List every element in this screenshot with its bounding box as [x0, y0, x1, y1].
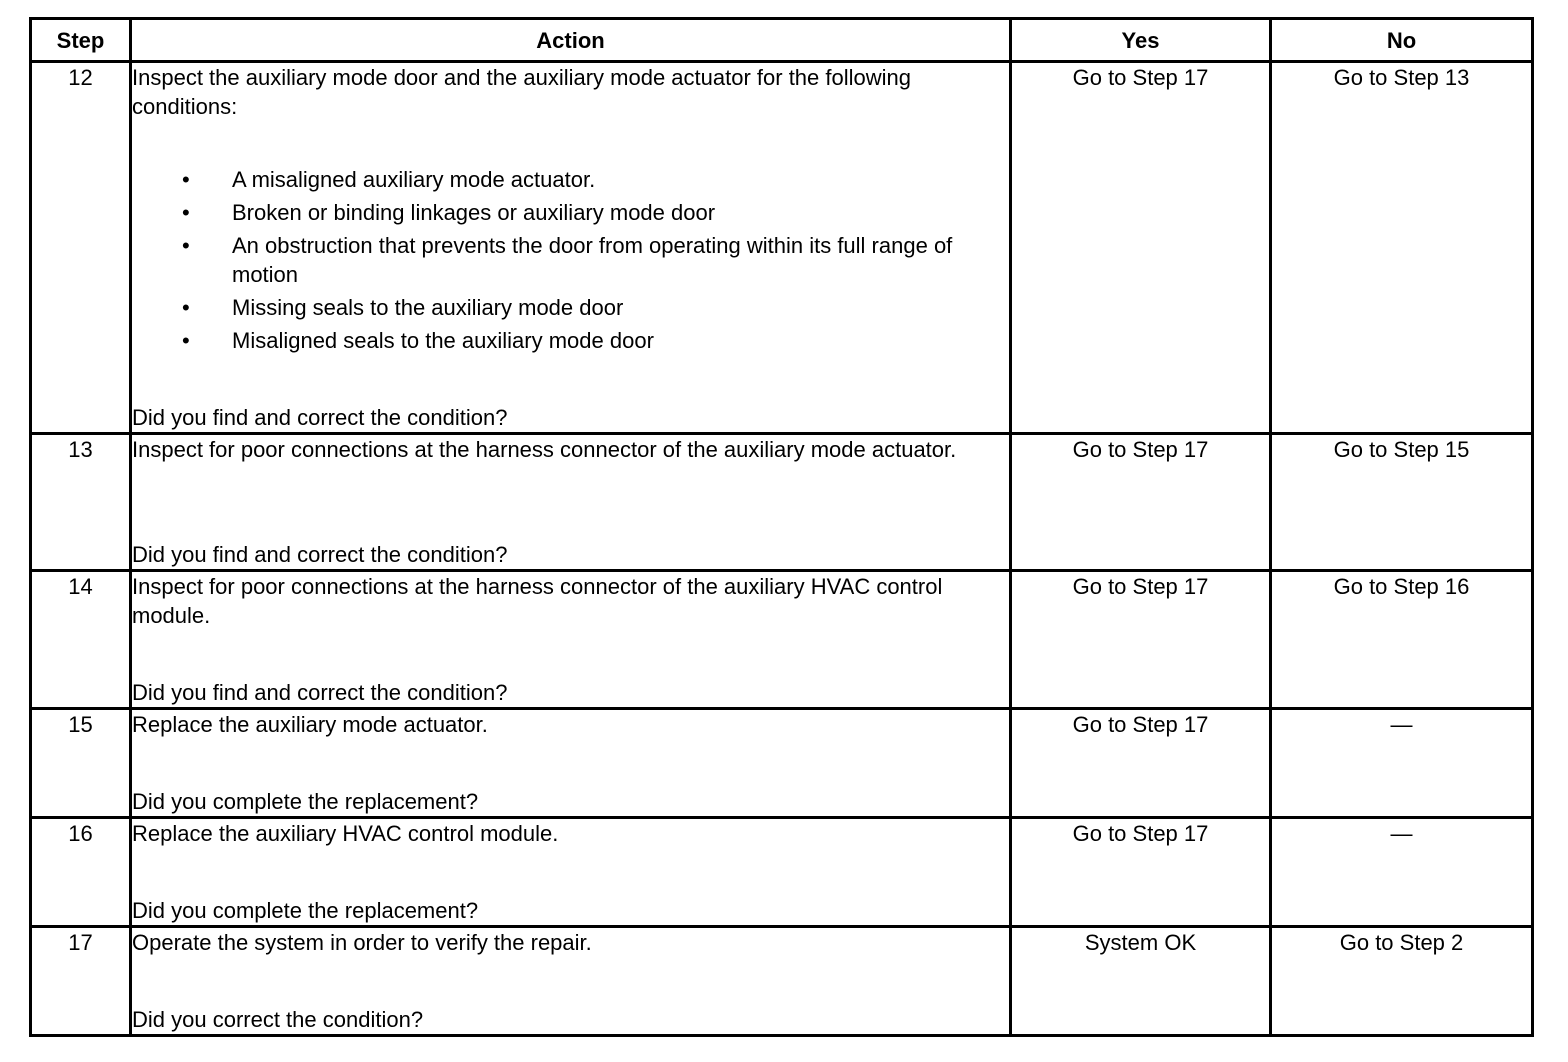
table-row	[31, 927, 1533, 1036]
condition-list	[132, 165, 1009, 355]
no-result: Go to Step 13	[1271, 62, 1533, 434]
condition-text: A misaligned auxiliary mode actuator.	[232, 167, 596, 192]
no-result: Go to Step 2	[1271, 927, 1533, 1036]
condition-text: Misaligned seals to the auxiliary mode door	[232, 328, 654, 353]
no-result: —	[1271, 818, 1533, 927]
instruction-text: Inspect for poor connections at the harness connector of the auxiliary HVAC control module.	[132, 574, 943, 628]
bullet-icon: •	[182, 167, 190, 192]
list-item	[132, 165, 1009, 194]
table-row	[31, 709, 1533, 818]
instruction-text: Replace the auxiliary mode actuator.	[132, 712, 488, 737]
no-result: Go to Step 16	[1271, 571, 1533, 709]
bullet-icon: •	[182, 233, 190, 258]
yes-result: Go to Step 17	[1011, 709, 1271, 818]
table-row	[31, 818, 1533, 927]
action-cell	[131, 709, 1011, 818]
yes-result: System OK	[1011, 927, 1271, 1036]
action-cell	[131, 62, 1011, 434]
list-item	[132, 293, 1009, 322]
bullet-icon: •	[182, 328, 190, 353]
step-number: 15	[31, 709, 131, 818]
condition-text: An obstruction that prevents the door from operating within its full range of motion	[232, 233, 953, 287]
action-cell	[131, 434, 1011, 571]
diagnostic-table	[29, 17, 1534, 1037]
question-text: Did you correct the condition?	[132, 1007, 424, 1032]
header-action: Action	[131, 19, 1011, 62]
question-text: Did you find and correct the condition?	[132, 542, 508, 567]
instruction-text: Operate the system in order to verify the repair.	[132, 930, 592, 955]
header-yes: Yes	[1011, 19, 1271, 62]
step-number: 14	[31, 571, 131, 709]
table-row	[31, 434, 1533, 571]
no-result: Go to Step 15	[1271, 434, 1533, 571]
instruction-text: Inspect the auxiliary mode door and the auxiliary mode actuator for the following conditions:	[132, 65, 911, 119]
action-cell	[131, 927, 1011, 1036]
header-step: Step	[31, 19, 131, 62]
step-number: 12	[31, 62, 131, 434]
yes-result: Go to Step 17	[1011, 434, 1271, 571]
question-text: Did you complete the replacement?	[132, 898, 479, 923]
list-item	[132, 198, 1009, 227]
question-text: Did you find and correct the condition?	[132, 680, 508, 705]
yes-result: Go to Step 17	[1011, 571, 1271, 709]
header-no: No	[1271, 19, 1533, 62]
condition-text: Broken or binding linkages or auxiliary mode door	[232, 200, 716, 225]
yes-result: Go to Step 17	[1011, 62, 1271, 434]
header-row	[31, 19, 1533, 62]
list-item	[132, 326, 1009, 355]
bullet-icon: •	[182, 200, 190, 225]
bullet-icon: •	[182, 295, 190, 320]
action-cell	[131, 571, 1011, 709]
action-cell	[131, 818, 1011, 927]
question-text: Did you find and correct the condition?	[132, 405, 508, 430]
no-result: —	[1271, 709, 1533, 818]
step-number: 13	[31, 434, 131, 571]
instruction-text: Replace the auxiliary HVAC control module.	[132, 821, 559, 846]
table-row	[31, 62, 1533, 434]
step-number: 17	[31, 927, 131, 1036]
list-item	[132, 231, 1009, 289]
table-row	[31, 571, 1533, 709]
step-number: 16	[31, 818, 131, 927]
yes-result: Go to Step 17	[1011, 818, 1271, 927]
instruction-text: Inspect for poor connections at the harness connector of the auxiliary mode actuator.	[132, 437, 957, 462]
question-text: Did you complete the replacement?	[132, 789, 479, 814]
condition-text: Missing seals to the auxiliary mode door	[232, 295, 624, 320]
